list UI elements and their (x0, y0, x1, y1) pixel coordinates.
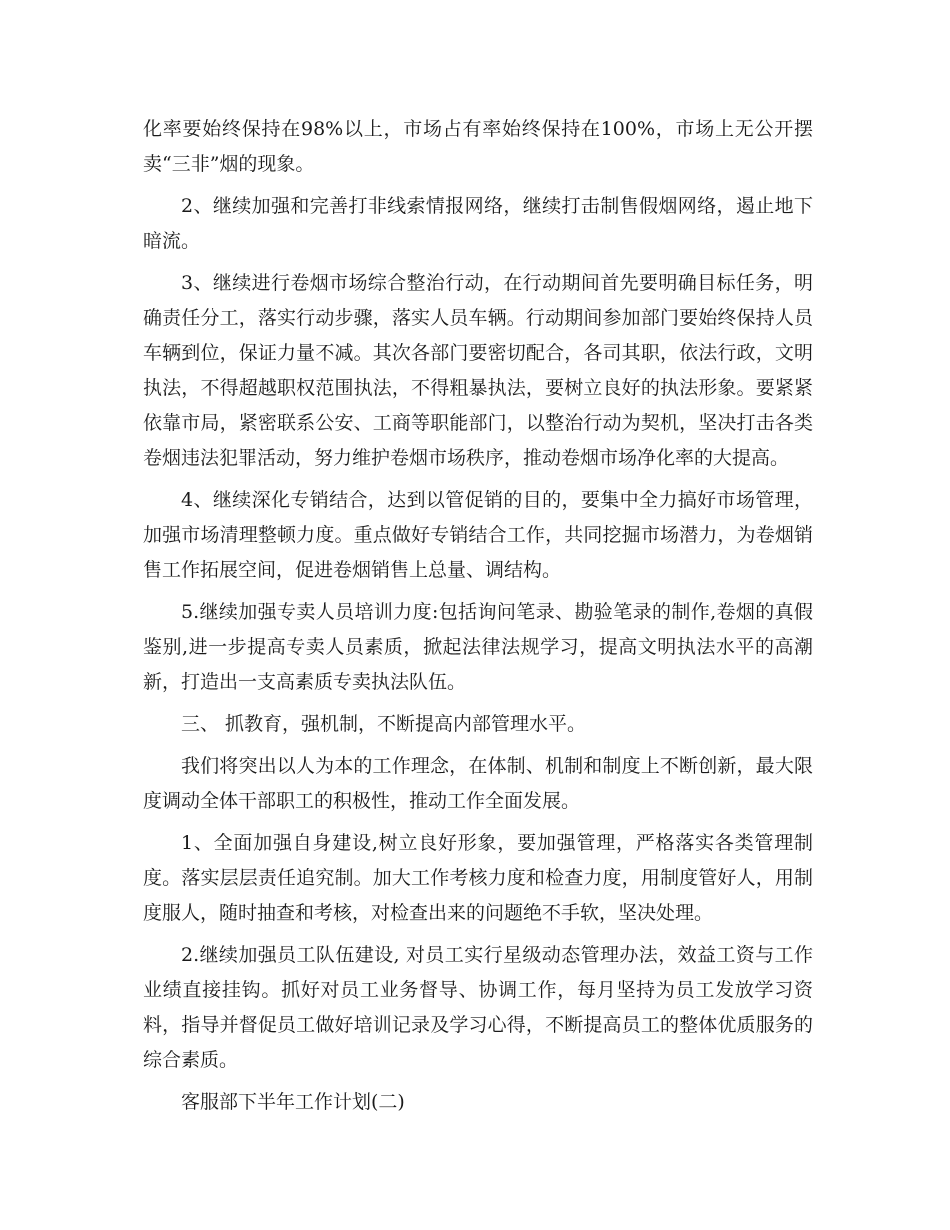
paragraph-section-intro: 我们将突出以人为本的工作理念，在体制、机制和制度上不断创新，最大限度调动全体干部职工的积极性，推动工作全面发展。 (143, 755, 813, 812)
section-heading-3: 三、 抓教育，强机制，不断提高内部管理水平。 (181, 713, 587, 735)
paragraph-item-5: 5.继续加强专卖人员培训力度:包括询问笔录、勘验笔录的制作,卷烟的真假鉴别,进一步提高专卖人员素质，掀起法律法规学习，提高文明执法水平的高潮新，打造出一支高素质专卖执法队伍。 (143, 601, 813, 693)
paragraph-continuation: 化率要始终保持在98%以上，市场占有率始终保持在100%，市场上无公开摆卖“三非”烟的现象。 (143, 118, 813, 175)
paragraph-subitem-1: 1、全面加强自身建设,树立良好形象，要加强管理，严格落实各类管理制度。落实层层责任追究制。加大工作考核力度和检查力度，用制度管好人，用制度服人，随时抽查和考核，对检查出来的问题绝不手软，坚决处理。 (143, 832, 813, 924)
paragraph-item-4: 4、继续深化专销结合，达到以管促销的目的，要集中全力搞好市场管理，加强市场清理整顿力度。重点做好专销结合工作，共同挖掘市场潜力，为卷烟销售工作拓展空间，促进卷烟销售上总量、调结构。 (143, 489, 813, 581)
paragraph-item-2: 2、继续加强和完善打非线索情报网络，继续打击制售假烟网络，遏止地下暗流。 (143, 195, 813, 252)
paragraph-item-3: 3、继续进行卷烟市场综合整治行动，在行动期间首先要明确目标任务，明确责任分工，落实行动步骤，落实人员车辆。行动期间参加部门要始终保持人员车辆到位，保证力量不减。其次各部门要密切配合，各司其职，依法行政，文明执法，不得超越职权范围执法，不得粗暴执法，要树立良好的执法形象。要紧紧依靠市局，紧密联系公安、工商等职能部门，以整治行动为契机，坚决打击各类卷烟违法犯罪活动，努力维护卷烟市场秩序，推动卷烟市场净化率的大提高。 (143, 272, 813, 469)
document-subtitle: 客服部下半年工作计划(二) (181, 1091, 405, 1113)
paragraph-subitem-2: 2.继续加强员工队伍建设, 对员工实行星级动态管理办法，效益工资与工作业绩直接挂钩。抓好对员工业务督导、协调工作，每月坚持为员工发放学习资料，指导并督促员工做好培训记录及学习心得，不断提高员工的整体优质服务的综合素质。 (143, 944, 813, 1071)
document-body (143, 112, 813, 1127)
